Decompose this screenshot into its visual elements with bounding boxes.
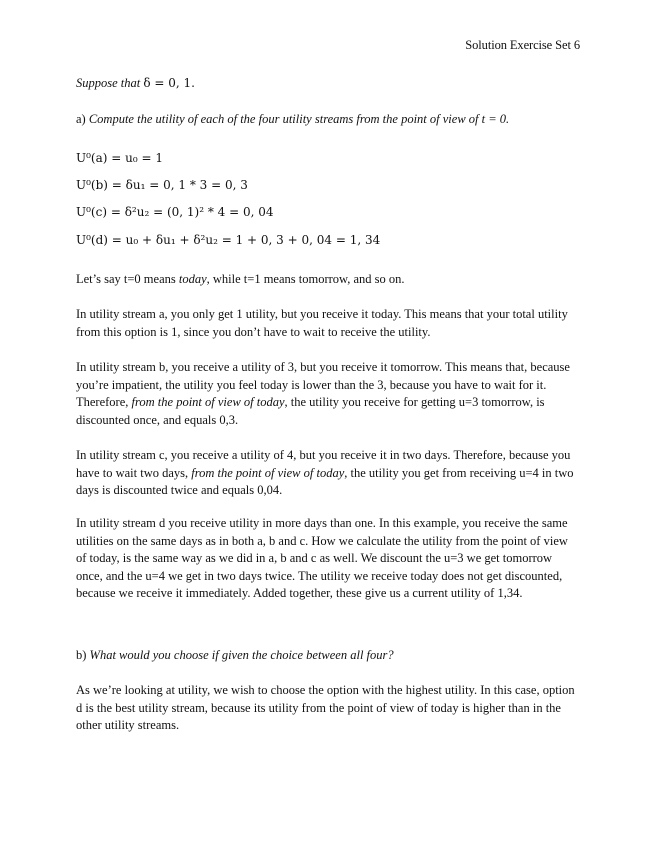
part-a-text: Compute the utility of each of the four utility streams from the point of view of t = 0.	[88, 112, 510, 126]
part-b-text: What would you choose if given the choice between all four?	[89, 648, 394, 662]
stream-c-text-italic: from the point of view of today	[191, 465, 345, 480]
stream-c-text-c: , the utility you get from receiving u=4 in two days is discounted twice and equals 0,04.	[76, 465, 574, 497]
today-text-italic: today	[178, 272, 207, 286]
paragraph-stream-b	[76, 359, 576, 429]
paragraph-stream-c	[76, 447, 576, 500]
today-text-c: , while t=1 means tomorrow, and so on.	[206, 272, 405, 286]
part-a-question	[76, 111, 509, 129]
stream-b-text-a: In utility stream b, you receive a utility of 3, but you receive it tomorrow. This means that, because you’re impatient, the utility you feel today is lower than the 3, because you have to wait for it. Therefore,	[76, 360, 570, 409]
delta-value: δ = 0, 1.	[143, 76, 195, 90]
paragraph-stream-d: In utility stream d you receive utility in more days than one. In this example, you receive the same utilities on the same days as in both a, b and c. How we calculate the utility from the point of view of today, is the same way as we did in a, b and c as well. We discount the u=3 we get tomorrow once, and the u=4 we get in two days twice. The utility we receive today does not get discounted, because we receive it immediately. Added together, these give us a current utility of 1,34.	[76, 516, 568, 600]
equation-ua: U⁰(a) = u₀ = 1	[76, 151, 163, 165]
equation-ud: U⁰(d) = u₀ + δu₁ + δ²u₂ = 1 + 0, 3 + 0, 04 = 1, 34	[76, 233, 381, 247]
paragraph-answer: As we’re looking at utility, we wish to choose the option with the highest utility. In this case, option d is the best utility stream, because its utility from the point of view of today is higher than in the other utility streams.	[76, 683, 575, 732]
suppose-line	[76, 75, 195, 93]
equation-uc: U⁰(c) = δ²u₂ = (0, 1)² * 4 = 0, 04	[76, 205, 274, 219]
suppose-text: Suppose that	[76, 76, 141, 90]
paragraph-today	[76, 271, 576, 289]
equation-ub: U⁰(b) = δu₁ = 0, 1 * 3 = 0, 3	[76, 178, 248, 192]
stream-b-text-italic: from the point of view of today	[131, 395, 285, 409]
part-b-question	[76, 647, 394, 665]
stream-b-text-c: , the utility you receive for getting u=3 tomorrow, is discounted once, and equals 0,3.	[76, 395, 545, 427]
paragraph-stream-a: In utility stream a, you only get 1 utility, but you receive it today. This means that your total utility from this option is 1, since you don’t have to wait to receive the utility.	[76, 307, 568, 339]
stream-c-text-a: In utility stream c, you receive a utility of 4, but you receive it in two days. Therefore, because you have to wait two days,	[76, 448, 571, 480]
part-b-label: b)	[76, 648, 87, 662]
today-text-a: Let’s say t=0 means	[76, 272, 179, 286]
page-header: Solution Exercise Set 6	[465, 38, 580, 52]
part-a-label: a)	[76, 112, 86, 126]
